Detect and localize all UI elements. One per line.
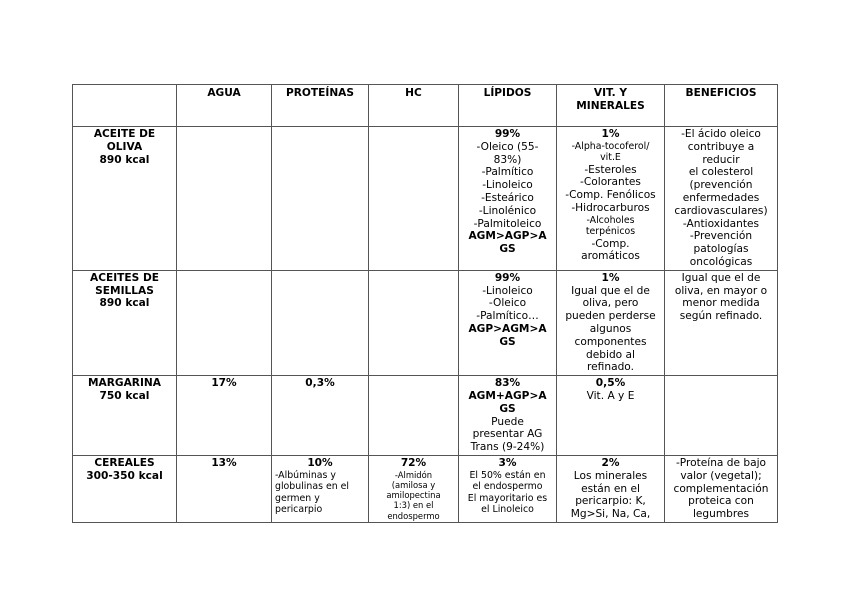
- vit-line: Igual que el de: [571, 284, 650, 297]
- lipidos-line: -Palmítico…: [476, 310, 539, 323]
- lipidos-line: -Linoleico: [482, 284, 533, 297]
- vit-line: aromáticos: [581, 250, 640, 263]
- food-line: MARGARINA: [88, 377, 161, 390]
- lipidos-pct: 99%: [494, 128, 521, 140]
- food-line: OLIVA: [106, 140, 143, 153]
- lipidos-cell: [459, 270, 557, 375]
- beneficios-cell: [665, 270, 778, 375]
- beneficios-line: -Antioxidantes: [682, 217, 760, 230]
- lipidos-pct: 3%: [498, 456, 517, 469]
- table-row: [73, 455, 778, 522]
- vit-line: -Alcoholes: [586, 214, 635, 226]
- beneficios-line: contribuye a reducir: [687, 140, 755, 166]
- hc-line: endospermo: [387, 510, 440, 521]
- vit-line: terpénicos: [585, 226, 636, 238]
- beneficios-cell: [665, 455, 778, 522]
- lipidos-line: -Esteárico: [481, 191, 534, 204]
- vit-line: oliva, pero: [582, 297, 639, 310]
- lipidos-cell: [459, 127, 557, 271]
- beneficios-line: valor (vegetal);: [680, 469, 762, 482]
- proteinas-cell: 0,3%: [272, 376, 369, 456]
- vit-line: -Comp.: [591, 237, 630, 250]
- nutrition-table: [72, 84, 778, 523]
- beneficios-line: oncológicas: [689, 255, 753, 268]
- lipidos-line: Trans (9-24%): [470, 441, 545, 454]
- lipidos-cell: [459, 376, 557, 456]
- lipidos-line: el endospermo: [472, 481, 543, 493]
- vit-line: Mg>Si, Na, Ca,: [570, 508, 651, 521]
- lipidos-line: -Oleico (55-: [476, 140, 539, 153]
- proteinas-cell: [272, 455, 369, 522]
- food-line: ACEITE DE: [93, 128, 156, 140]
- vit-cell: [557, 376, 665, 456]
- header-agua: AGUA: [177, 85, 272, 127]
- vit-line: -Comp. Fenólicos: [565, 189, 656, 202]
- vit-cell: [557, 127, 665, 271]
- food-kcal: 890 kcal: [99, 153, 150, 166]
- vit-pct: 1%: [601, 271, 620, 284]
- header-empty: [73, 85, 177, 127]
- vit-pct: 1%: [601, 128, 620, 140]
- lipidos-ratio: AGP>AGM>A: [468, 322, 547, 335]
- food-cell: [73, 376, 177, 456]
- food-cell: [73, 270, 177, 375]
- food-line: ACEITES DE: [90, 271, 159, 284]
- food-kcal: 890 kcal: [99, 297, 150, 310]
- beneficios-line: -Proteína de bajo: [675, 456, 767, 469]
- agua-cell: 17%: [177, 376, 272, 456]
- hc-line: (amilosa y: [391, 479, 436, 490]
- agua-cell: 13%: [177, 455, 272, 522]
- vit-line: -Alpha-tocoferol/: [571, 140, 650, 152]
- hc-pct: 72%: [400, 456, 427, 469]
- header-lipidos: LÍPIDOS: [459, 85, 557, 127]
- hc-cell: [369, 376, 459, 456]
- vit-line: componentes: [574, 335, 647, 348]
- lipidos-line: El mayoritario es: [467, 492, 548, 504]
- header-row: [73, 85, 778, 127]
- beneficios-line: según refinado.: [679, 310, 763, 323]
- lipidos-line: presentar AG: [472, 428, 543, 441]
- header-beneficios: BENEFICIOS: [665, 85, 778, 127]
- beneficios-line: complementación: [673, 482, 769, 495]
- beneficios-line: proteica con: [688, 495, 754, 508]
- vit-line: debido al: [586, 348, 635, 361]
- hc-line: amilopectina: [386, 490, 441, 501]
- lipidos-line: -Linolénico: [478, 204, 537, 217]
- vit-line: están en el: [581, 482, 640, 495]
- agua-cell: [177, 127, 272, 271]
- beneficios-line: oliva, en mayor o: [674, 284, 768, 297]
- food-line: SEMILLAS: [95, 284, 154, 297]
- lipidos-ratio: GS: [499, 335, 516, 348]
- beneficios-line: patologías: [693, 243, 749, 256]
- table-row: [73, 127, 778, 271]
- beneficios-line: -El ácido oleico: [681, 128, 761, 140]
- lipidos-line: -Linoleico: [482, 179, 533, 192]
- table-row: [73, 376, 778, 456]
- vit-line: vit.E: [600, 152, 621, 164]
- header-hc: HC: [369, 85, 459, 127]
- lipidos-ratio: GS: [499, 243, 516, 256]
- vit-line: algunos: [589, 322, 632, 335]
- table-row: [73, 270, 778, 375]
- beneficios-line: Igual que el de: [681, 271, 761, 284]
- lipidos-pct: 99%: [494, 271, 521, 284]
- food-kcal: 750 kcal: [99, 389, 150, 402]
- proteinas-cell: [272, 127, 369, 271]
- beneficios-line: legumbres: [692, 508, 750, 521]
- hc-line: -Almidón: [394, 469, 433, 480]
- lipidos-pct: 83%: [494, 377, 521, 390]
- vit-line: refinado.: [587, 361, 634, 374]
- food-kcal: 300-350 kcal: [86, 469, 163, 482]
- beneficios-line: el colesterol: [688, 166, 754, 179]
- proteinas-line: globulinas en el: [275, 481, 350, 493]
- vit-cell: [557, 270, 665, 375]
- hc-cell: [369, 270, 459, 375]
- vit-line: -Esteroles: [584, 163, 637, 176]
- agua-cell: [177, 270, 272, 375]
- lipidos-cell: [459, 455, 557, 522]
- beneficios-line: enfermedades: [682, 191, 760, 204]
- hc-line: 1:3) en el: [393, 500, 434, 511]
- beneficios-line: (prevención: [689, 179, 753, 192]
- proteinas-line: germen y: [275, 492, 320, 504]
- lipidos-line: -Palmítico: [481, 166, 534, 179]
- vit-line: pericarpio: K,: [575, 495, 646, 508]
- proteinas-cell: [272, 270, 369, 375]
- lipidos-line: -Palmitoleico: [473, 217, 542, 230]
- lipidos-ratio: GS: [499, 402, 516, 415]
- beneficios-line: -Prevención: [689, 230, 753, 243]
- vit-pct: 0,5%: [595, 377, 626, 390]
- header-proteinas: PROTEÍNAS: [272, 85, 369, 127]
- proteinas-line: pericarpio: [275, 503, 323, 515]
- food-cell: [73, 455, 177, 522]
- food-line: CEREALES: [94, 456, 155, 469]
- beneficios-cell: [665, 376, 778, 456]
- vit-pct: 2%: [601, 456, 620, 469]
- header-vit-minerales: VIT. Y MINERALES: [557, 85, 665, 127]
- lipidos-line: El 50% están en: [469, 469, 546, 481]
- food-cell: [73, 127, 177, 271]
- lipidos-line: Puede: [491, 415, 524, 428]
- vit-line: Vit. A y E: [586, 389, 635, 402]
- beneficios-line: menor medida: [682, 297, 760, 310]
- lipidos-line: -Oleico: [488, 297, 527, 310]
- vit-line: Los minerales: [573, 469, 648, 482]
- vit-line: pueden perderse: [565, 310, 656, 323]
- lipidos-ratio: AGM+AGP>A: [468, 389, 547, 402]
- hc-cell: [369, 455, 459, 522]
- vit-line: -Colorantes: [580, 176, 641, 189]
- vit-cell: [557, 455, 665, 522]
- vit-line: -Hidrocarburos: [571, 202, 650, 214]
- lipidos-line: 83%): [493, 153, 522, 166]
- hc-cell: [369, 127, 459, 271]
- beneficios-line: cardiovasculares): [674, 204, 768, 217]
- beneficios-cell: [665, 127, 778, 271]
- lipidos-ratio: AGM>AGP>A: [468, 230, 547, 243]
- proteinas-line: -Albúminas y: [275, 469, 336, 481]
- proteinas-pct: 10%: [307, 456, 333, 469]
- lipidos-line: el Linoleico: [481, 503, 534, 515]
